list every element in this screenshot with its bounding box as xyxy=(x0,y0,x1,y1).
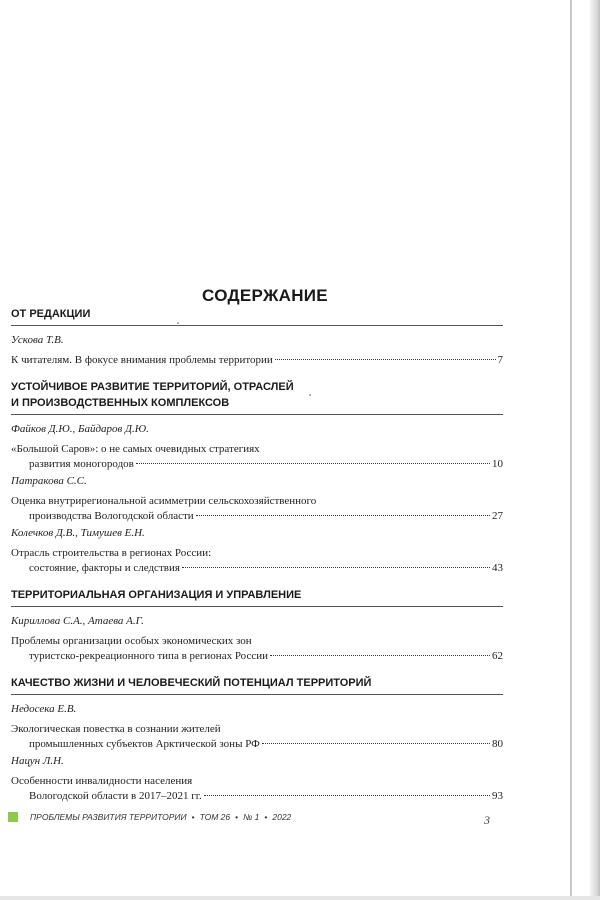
dot-leader xyxy=(136,463,490,464)
table-of-contents xyxy=(11,306,503,804)
footer-year: 2022 xyxy=(272,812,292,822)
entry-title-line: Оценка внутрирегиональной асимметрии сельскохозяйственного xyxy=(11,495,317,507)
section-heading-line: КАЧЕСТВО ЖИЗНИ И ЧЕЛОВЕЧЕСКИЙ ПОТЕНЦИАЛ ТЕРРИТОРИЙ xyxy=(11,677,372,689)
entry-title-text: состояние, факторы и следствия xyxy=(29,562,180,574)
section-divider xyxy=(11,325,503,326)
entry-page-number: 7 xyxy=(497,354,503,366)
section-heading xyxy=(11,587,503,603)
entry-title-line: Особенности инвалидности населения xyxy=(11,775,193,787)
dot-leader xyxy=(182,567,490,568)
contents-heading: СОДЕРЖАНИЕ xyxy=(202,286,328,305)
entry-title-with-page xyxy=(11,561,503,576)
entry-title-with-page xyxy=(11,509,503,524)
entry-page-number: 80 xyxy=(492,738,503,750)
section-heading xyxy=(11,379,503,411)
entry-title-with-page xyxy=(11,737,503,752)
entry-title-with-page xyxy=(11,353,503,368)
dot-leader xyxy=(204,795,490,796)
entry-authors: Патракова С.С. xyxy=(11,475,87,487)
entry-title-line: Экологическая повестка в сознании жителей xyxy=(11,723,221,735)
section-heading xyxy=(11,675,503,691)
section-heading-line: ТЕРРИТОРИАЛЬНАЯ ОРГАНИЗАЦИЯ И УПРАВЛЕНИЕ xyxy=(11,589,302,601)
entry-page-number: 10 xyxy=(492,458,503,470)
footer-volume: ТОМ 26 xyxy=(199,812,231,822)
entry-title-line: Отрасль строительства в регионах России: xyxy=(11,547,212,559)
toc-entry[interactable] xyxy=(11,525,503,576)
section-heading-line: ОТ РЕДАКЦИИ xyxy=(11,308,91,320)
section-divider xyxy=(11,414,503,415)
section-heading-line: УСТОЙЧИВОЕ РАЗВИТИЕ ТЕРРИТОРИЙ, ОТРАСЛЕЙ xyxy=(11,381,294,393)
entry-title-with-page xyxy=(11,457,503,472)
toc-entry[interactable] xyxy=(11,332,503,368)
page-footer xyxy=(8,812,498,822)
toc-entry[interactable] xyxy=(11,473,503,524)
entry-authors: Колечков Д.В., Тимушев Е.Н. xyxy=(11,527,145,539)
section-divider xyxy=(11,694,503,695)
entry-title-text: Вологодской области в 2017–2021 гг. xyxy=(29,790,202,802)
footer-separator: • xyxy=(264,812,268,822)
entry-authors: Недосека Е.В. xyxy=(11,703,77,715)
page-bottom-shadow xyxy=(0,896,600,900)
toc-entry[interactable] xyxy=(11,701,503,752)
entry-page-number: 62 xyxy=(492,650,503,662)
entry-title-text: производства Вологодской области xyxy=(29,510,194,522)
entry-authors: Нацун Л.Н. xyxy=(11,755,64,767)
footer-journal: ПРОБЛЕМЫ РАЗВИТИЯ ТЕРРИТОРИИ xyxy=(30,812,187,822)
dot-leader xyxy=(262,743,490,744)
page-edge-shadow xyxy=(590,0,600,900)
section-divider xyxy=(11,606,503,607)
entry-page-number: 27 xyxy=(492,510,503,522)
page-edge-line xyxy=(570,0,572,900)
section-heading xyxy=(11,306,503,322)
dot-leader xyxy=(196,515,490,516)
dot-leader xyxy=(270,655,490,656)
footer-separator: • xyxy=(191,812,195,822)
page-number: 3 xyxy=(484,813,490,827)
entry-title-text: туристско-рекреационного типа в регионах России xyxy=(29,650,268,662)
entry-authors: Файков Д.Ю., Байдаров Д.Ю. xyxy=(11,423,149,435)
toc-entry[interactable] xyxy=(11,753,503,804)
entry-title-text: К читателям. В фокусе внимания проблемы территории xyxy=(11,354,273,366)
footer-accent-square xyxy=(8,812,18,822)
entry-title-line: «Большой Саров»: о не самых очевидных стратегиях xyxy=(11,443,260,455)
toc-entry[interactable] xyxy=(11,421,503,472)
entry-title-text: развития моногородов xyxy=(29,458,134,470)
entry-authors: Ускова Т.В. xyxy=(11,334,64,346)
toc-entry[interactable] xyxy=(11,613,503,664)
entry-title-with-page xyxy=(11,789,503,804)
section-heading-line: И ПРОИЗВОДСТВЕННЫХ КОМПЛЕКСОВ xyxy=(11,397,230,409)
entry-title-with-page xyxy=(11,649,503,664)
footer-separator: • xyxy=(235,812,239,822)
dot-leader xyxy=(275,359,496,360)
entry-page-number: 93 xyxy=(492,790,503,802)
entry-page-number: 43 xyxy=(492,562,503,574)
entry-title-line: Проблемы организации особых экономических зон xyxy=(11,635,252,647)
entry-authors: Кириллова С.А., Атаева А.Г. xyxy=(11,615,144,627)
entry-title-text: промышленных субъектов Арктической зоны РФ xyxy=(29,738,260,750)
footer-issue: № 1 xyxy=(243,812,260,822)
